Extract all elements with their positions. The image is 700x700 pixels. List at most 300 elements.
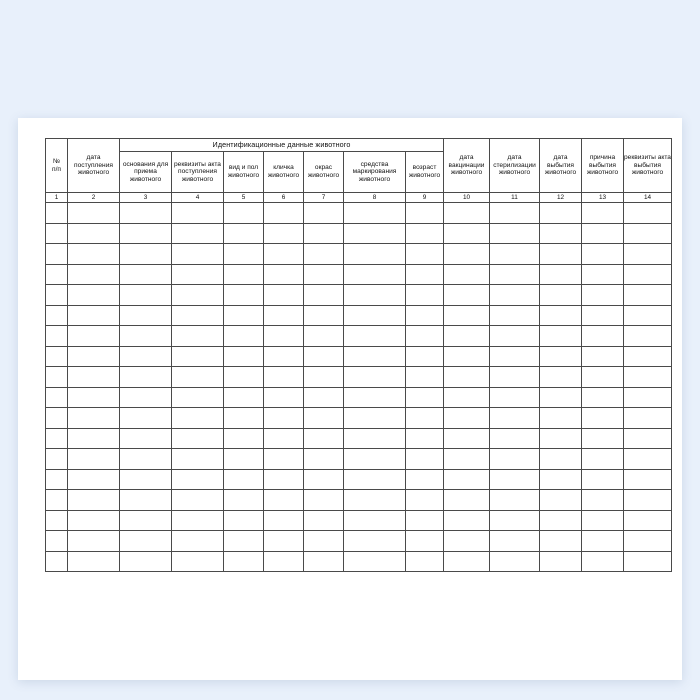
table-cell[interactable] xyxy=(264,203,304,224)
table-cell[interactable] xyxy=(304,428,344,449)
table-cell[interactable] xyxy=(624,531,672,552)
table-cell[interactable] xyxy=(68,469,120,490)
table-cell[interactable] xyxy=(224,223,264,244)
table-cell[interactable] xyxy=(304,203,344,224)
table-cell[interactable] xyxy=(120,551,172,572)
table-cell[interactable] xyxy=(304,490,344,511)
table-row[interactable] xyxy=(46,408,672,429)
table-cell[interactable] xyxy=(264,346,304,367)
table-cell[interactable] xyxy=(540,408,582,429)
table-cell[interactable] xyxy=(444,326,490,347)
table-row[interactable] xyxy=(46,244,672,265)
table-cell[interactable] xyxy=(490,510,540,531)
table-cell[interactable] xyxy=(490,264,540,285)
table-cell[interactable] xyxy=(264,305,304,326)
col-header-6: кличка животного xyxy=(264,152,304,193)
table-cell[interactable] xyxy=(344,510,406,531)
table-cell[interactable] xyxy=(264,367,304,388)
table-cell[interactable] xyxy=(582,367,624,388)
table-cell[interactable] xyxy=(344,367,406,388)
table-cell[interactable] xyxy=(224,367,264,388)
table-cell[interactable] xyxy=(172,203,224,224)
table-cell[interactable] xyxy=(490,326,540,347)
table-cell[interactable] xyxy=(540,531,582,552)
table-cell[interactable] xyxy=(46,285,68,306)
table-cell[interactable] xyxy=(172,551,224,572)
table-cell[interactable] xyxy=(490,551,540,572)
table-row[interactable] xyxy=(46,285,672,306)
col-header-4: реквизиты акта поступления животного xyxy=(172,152,224,193)
table-cell[interactable] xyxy=(120,346,172,367)
table-cell[interactable] xyxy=(444,264,490,285)
table-cell[interactable] xyxy=(540,326,582,347)
table-cell[interactable] xyxy=(444,551,490,572)
table-cell[interactable] xyxy=(540,490,582,511)
table-cell[interactable] xyxy=(264,244,304,265)
group-header-identification: Идентификационные данные животного xyxy=(120,139,444,152)
table-cell[interactable] xyxy=(172,449,224,470)
table-row[interactable] xyxy=(46,346,672,367)
table-cell[interactable] xyxy=(120,490,172,511)
table-cell[interactable] xyxy=(540,387,582,408)
table-cell[interactable] xyxy=(120,408,172,429)
table-cell[interactable] xyxy=(406,469,444,490)
table-cell[interactable] xyxy=(120,449,172,470)
table-cell[interactable] xyxy=(624,223,672,244)
table-cell[interactable] xyxy=(68,428,120,449)
table-cell[interactable] xyxy=(68,244,120,265)
table-cell[interactable] xyxy=(406,367,444,388)
table-cell[interactable] xyxy=(120,305,172,326)
col-number-9: 9 xyxy=(406,193,444,203)
table-cell[interactable] xyxy=(624,387,672,408)
table-cell[interactable] xyxy=(224,203,264,224)
table-cell[interactable] xyxy=(624,305,672,326)
table-cell[interactable] xyxy=(224,510,264,531)
table-cell[interactable] xyxy=(68,223,120,244)
table-cell[interactable] xyxy=(490,305,540,326)
col-number-10: 10 xyxy=(444,193,490,203)
table-cell[interactable] xyxy=(304,367,344,388)
table-cell[interactable] xyxy=(224,285,264,306)
table-cell[interactable] xyxy=(172,326,224,347)
table-cell[interactable] xyxy=(624,510,672,531)
table-row[interactable] xyxy=(46,326,672,347)
table-cell[interactable] xyxy=(46,244,68,265)
table-cell[interactable] xyxy=(224,305,264,326)
table-cell[interactable] xyxy=(582,285,624,306)
table-row[interactable] xyxy=(46,551,672,572)
table-row[interactable] xyxy=(46,367,672,388)
table-column-number-row xyxy=(46,193,672,203)
col-header-14: реквизиты акта выбытия животного xyxy=(624,139,672,193)
table-cell[interactable] xyxy=(490,285,540,306)
table-cell[interactable] xyxy=(224,264,264,285)
table-cell[interactable] xyxy=(582,449,624,470)
table-cell[interactable] xyxy=(344,203,406,224)
table-cell[interactable] xyxy=(46,531,68,552)
table-cell[interactable] xyxy=(344,490,406,511)
table-row[interactable] xyxy=(46,449,672,470)
table-cell[interactable] xyxy=(582,510,624,531)
table-cell[interactable] xyxy=(224,408,264,429)
table-cell[interactable] xyxy=(582,203,624,224)
table-cell[interactable] xyxy=(540,551,582,572)
table-cell[interactable] xyxy=(540,367,582,388)
table-cell[interactable] xyxy=(624,469,672,490)
table-cell[interactable] xyxy=(344,387,406,408)
table-cell[interactable] xyxy=(264,264,304,285)
table-cell[interactable] xyxy=(224,531,264,552)
table-cell[interactable] xyxy=(68,367,120,388)
table-cell[interactable] xyxy=(444,223,490,244)
registry-table-container xyxy=(45,138,671,572)
table-cell[interactable] xyxy=(624,367,672,388)
table-row[interactable] xyxy=(46,531,672,552)
table-cell[interactable] xyxy=(304,510,344,531)
table-cell[interactable] xyxy=(68,326,120,347)
table-cell[interactable] xyxy=(120,469,172,490)
table-cell[interactable] xyxy=(444,428,490,449)
table-cell[interactable] xyxy=(172,408,224,429)
table-cell[interactable] xyxy=(344,305,406,326)
table-row[interactable] xyxy=(46,264,672,285)
col-header-10: дата вакцинации животного xyxy=(444,139,490,193)
table-cell[interactable] xyxy=(304,387,344,408)
table-cell[interactable] xyxy=(224,449,264,470)
table-cell[interactable] xyxy=(68,264,120,285)
table-cell[interactable] xyxy=(344,285,406,306)
table-cell[interactable] xyxy=(264,408,304,429)
col-number-3: 3 xyxy=(120,193,172,203)
table-cell[interactable] xyxy=(304,305,344,326)
table-cell[interactable] xyxy=(264,326,304,347)
table-cell[interactable] xyxy=(540,428,582,449)
col-number-13: 13 xyxy=(582,193,624,203)
table-cell[interactable] xyxy=(172,244,224,265)
table-cell[interactable] xyxy=(582,408,624,429)
table-cell[interactable] xyxy=(490,531,540,552)
table-cell[interactable] xyxy=(304,531,344,552)
table-cell[interactable] xyxy=(304,408,344,429)
table-cell[interactable] xyxy=(406,244,444,265)
table-cell[interactable] xyxy=(304,449,344,470)
table-cell[interactable] xyxy=(582,387,624,408)
table-cell[interactable] xyxy=(444,367,490,388)
col-number-4: 4 xyxy=(172,193,224,203)
col-number-8: 8 xyxy=(344,193,406,203)
table-cell[interactable] xyxy=(264,490,304,511)
table-cell[interactable] xyxy=(172,223,224,244)
table-cell[interactable] xyxy=(344,346,406,367)
table-cell[interactable] xyxy=(172,367,224,388)
table-cell[interactable] xyxy=(68,408,120,429)
table-group-header-row xyxy=(46,139,672,152)
table-cell[interactable] xyxy=(582,305,624,326)
table-cell[interactable] xyxy=(68,490,120,511)
table-cell[interactable] xyxy=(172,305,224,326)
table-cell[interactable] xyxy=(406,551,444,572)
col-header-13: причина выбытия животного xyxy=(582,139,624,193)
document-page xyxy=(18,118,682,680)
table-cell[interactable] xyxy=(344,428,406,449)
table-cell[interactable] xyxy=(582,346,624,367)
col-header-2: дата поступления животного xyxy=(68,139,120,193)
table-cell[interactable] xyxy=(444,203,490,224)
col-number-7: 7 xyxy=(304,193,344,203)
table-cell[interactable] xyxy=(264,285,304,306)
table-cell[interactable] xyxy=(68,449,120,470)
table-cell[interactable] xyxy=(172,346,224,367)
table-cell[interactable] xyxy=(344,551,406,572)
table-cell[interactable] xyxy=(68,346,120,367)
table-cell[interactable] xyxy=(582,531,624,552)
table-cell[interactable] xyxy=(46,428,68,449)
table-cell[interactable] xyxy=(46,367,68,388)
table-cell[interactable] xyxy=(120,428,172,449)
table-cell[interactable] xyxy=(120,387,172,408)
table-cell[interactable] xyxy=(624,551,672,572)
table-cell[interactable] xyxy=(344,326,406,347)
col-number-14: 14 xyxy=(624,193,672,203)
table-cell[interactable] xyxy=(444,490,490,511)
table-cell[interactable] xyxy=(344,264,406,285)
table-cell[interactable] xyxy=(582,326,624,347)
table-cell[interactable] xyxy=(172,285,224,306)
table-cell[interactable] xyxy=(224,551,264,572)
table-cell[interactable] xyxy=(444,387,490,408)
table-cell[interactable] xyxy=(120,531,172,552)
table-cell[interactable] xyxy=(344,244,406,265)
table-cell[interactable] xyxy=(46,223,68,244)
table-cell[interactable] xyxy=(304,223,344,244)
table-row[interactable] xyxy=(46,387,672,408)
table-cell[interactable] xyxy=(68,285,120,306)
table-cell[interactable] xyxy=(304,244,344,265)
table-cell[interactable] xyxy=(406,326,444,347)
table-row[interactable] xyxy=(46,510,672,531)
table-cell[interactable] xyxy=(582,490,624,511)
table-cell[interactable] xyxy=(540,449,582,470)
table-cell[interactable] xyxy=(444,244,490,265)
table-cell[interactable] xyxy=(172,490,224,511)
table-cell[interactable] xyxy=(540,244,582,265)
table-cell[interactable] xyxy=(540,305,582,326)
table-cell[interactable] xyxy=(540,510,582,531)
table-cell[interactable] xyxy=(224,326,264,347)
col-header-11: дата стерилизации животного xyxy=(490,139,540,193)
table-cell[interactable] xyxy=(344,223,406,244)
table-cell[interactable] xyxy=(264,469,304,490)
table-cell[interactable] xyxy=(444,305,490,326)
table-cell[interactable] xyxy=(624,408,672,429)
table-cell[interactable] xyxy=(624,346,672,367)
table-cell[interactable] xyxy=(406,531,444,552)
table-cell[interactable] xyxy=(540,223,582,244)
table-cell[interactable] xyxy=(172,428,224,449)
table-cell[interactable] xyxy=(344,531,406,552)
table-cell[interactable] xyxy=(406,428,444,449)
table-cell[interactable] xyxy=(46,203,68,224)
table-cell[interactable] xyxy=(490,490,540,511)
col-header-9: возраст животного xyxy=(406,152,444,193)
table-cell[interactable] xyxy=(172,531,224,552)
table-cell[interactable] xyxy=(68,531,120,552)
table-cell[interactable] xyxy=(406,387,444,408)
table-cell[interactable] xyxy=(406,510,444,531)
table-cell[interactable] xyxy=(224,469,264,490)
table-cell[interactable] xyxy=(68,387,120,408)
table-cell[interactable] xyxy=(406,408,444,429)
table-cell[interactable] xyxy=(406,264,444,285)
col-number-11: 11 xyxy=(490,193,540,203)
table-cell[interactable] xyxy=(264,428,304,449)
table-cell[interactable] xyxy=(264,551,304,572)
table-cell[interactable] xyxy=(444,285,490,306)
table-cell[interactable] xyxy=(46,346,68,367)
table-cell[interactable] xyxy=(172,510,224,531)
table-cell[interactable] xyxy=(264,531,304,552)
table-cell[interactable] xyxy=(406,305,444,326)
table-cell[interactable] xyxy=(264,449,304,470)
table-cell[interactable] xyxy=(264,387,304,408)
table-cell[interactable] xyxy=(46,305,68,326)
table-cell[interactable] xyxy=(120,367,172,388)
table-cell[interactable] xyxy=(304,285,344,306)
table-cell[interactable] xyxy=(444,510,490,531)
table-row[interactable] xyxy=(46,428,672,449)
table-cell[interactable] xyxy=(624,326,672,347)
table-cell[interactable] xyxy=(120,510,172,531)
table-cell[interactable] xyxy=(624,428,672,449)
table-cell[interactable] xyxy=(172,387,224,408)
table-cell[interactable] xyxy=(582,469,624,490)
table-cell[interactable] xyxy=(444,449,490,470)
table-cell[interactable] xyxy=(304,264,344,285)
table-cell[interactable] xyxy=(304,469,344,490)
table-cell[interactable] xyxy=(46,469,68,490)
table-cell[interactable] xyxy=(624,244,672,265)
table-cell[interactable] xyxy=(46,408,68,429)
table-cell[interactable] xyxy=(120,264,172,285)
col-number-2: 2 xyxy=(68,193,120,203)
table-cell[interactable] xyxy=(46,326,68,347)
table-cell[interactable] xyxy=(120,203,172,224)
table-cell[interactable] xyxy=(224,387,264,408)
table-cell[interactable] xyxy=(120,244,172,265)
table-cell[interactable] xyxy=(490,223,540,244)
table-cell[interactable] xyxy=(344,408,406,429)
table-cell[interactable] xyxy=(624,490,672,511)
table-cell[interactable] xyxy=(264,223,304,244)
table-cell[interactable] xyxy=(46,387,68,408)
table-cell[interactable] xyxy=(444,408,490,429)
table-cell[interactable] xyxy=(224,490,264,511)
table-cell[interactable] xyxy=(224,428,264,449)
table-cell[interactable] xyxy=(120,326,172,347)
table-cell[interactable] xyxy=(444,531,490,552)
table-cell[interactable] xyxy=(490,469,540,490)
table-cell[interactable] xyxy=(444,346,490,367)
table-cell[interactable] xyxy=(582,223,624,244)
table-cell[interactable] xyxy=(224,346,264,367)
table-cell[interactable] xyxy=(540,264,582,285)
table-cell[interactable] xyxy=(582,428,624,449)
table-cell[interactable] xyxy=(344,469,406,490)
table-cell[interactable] xyxy=(582,244,624,265)
table-cell[interactable] xyxy=(46,264,68,285)
col-header-12: дата выбытия животного xyxy=(540,139,582,193)
table-cell[interactable] xyxy=(406,490,444,511)
table-cell[interactable] xyxy=(582,551,624,572)
table-cell[interactable] xyxy=(540,469,582,490)
table-cell[interactable] xyxy=(624,264,672,285)
table-cell[interactable] xyxy=(406,285,444,306)
col-header-7: окрас животного xyxy=(304,152,344,193)
table-row[interactable] xyxy=(46,203,672,224)
table-cell[interactable] xyxy=(46,449,68,470)
table-cell[interactable] xyxy=(624,285,672,306)
table-cell[interactable] xyxy=(490,367,540,388)
table-cell[interactable] xyxy=(406,203,444,224)
table-cell[interactable] xyxy=(68,305,120,326)
table-row[interactable] xyxy=(46,469,672,490)
table-cell[interactable] xyxy=(624,203,672,224)
col-header-5: вид и пол животного xyxy=(224,152,264,193)
table-cell[interactable] xyxy=(582,264,624,285)
table-cell[interactable] xyxy=(490,449,540,470)
animal-registry-table xyxy=(45,138,672,572)
table-cell[interactable] xyxy=(490,428,540,449)
table-cell[interactable] xyxy=(540,285,582,306)
table-cell[interactable] xyxy=(224,244,264,265)
table-cell[interactable] xyxy=(120,223,172,244)
table-cell[interactable] xyxy=(406,346,444,367)
table-cell[interactable] xyxy=(406,223,444,244)
table-cell[interactable] xyxy=(172,264,224,285)
table-cell[interactable] xyxy=(490,408,540,429)
table-cell[interactable] xyxy=(68,551,120,572)
table-cell[interactable] xyxy=(490,203,540,224)
table-cell[interactable] xyxy=(264,510,304,531)
table-cell[interactable] xyxy=(304,551,344,572)
table-cell[interactable] xyxy=(490,346,540,367)
table-cell[interactable] xyxy=(624,449,672,470)
table-cell[interactable] xyxy=(172,469,224,490)
table-cell[interactable] xyxy=(68,203,120,224)
table-cell[interactable] xyxy=(490,244,540,265)
table-cell[interactable] xyxy=(46,510,68,531)
table-row[interactable] xyxy=(46,223,672,244)
table-row[interactable] xyxy=(46,305,672,326)
table-row[interactable] xyxy=(46,490,672,511)
table-cell[interactable] xyxy=(540,203,582,224)
table-cell[interactable] xyxy=(120,285,172,306)
table-cell[interactable] xyxy=(304,326,344,347)
table-cell[interactable] xyxy=(406,449,444,470)
table-cell[interactable] xyxy=(68,510,120,531)
col-number-12: 12 xyxy=(540,193,582,203)
table-cell[interactable] xyxy=(444,469,490,490)
table-cell[interactable] xyxy=(304,346,344,367)
table-cell[interactable] xyxy=(540,346,582,367)
col-number-1: 1 xyxy=(46,193,68,203)
table-cell[interactable] xyxy=(46,490,68,511)
table-cell[interactable] xyxy=(344,449,406,470)
table-cell[interactable] xyxy=(490,387,540,408)
table-cell[interactable] xyxy=(46,551,68,572)
col-header-3: основания для приема животного xyxy=(120,152,172,193)
